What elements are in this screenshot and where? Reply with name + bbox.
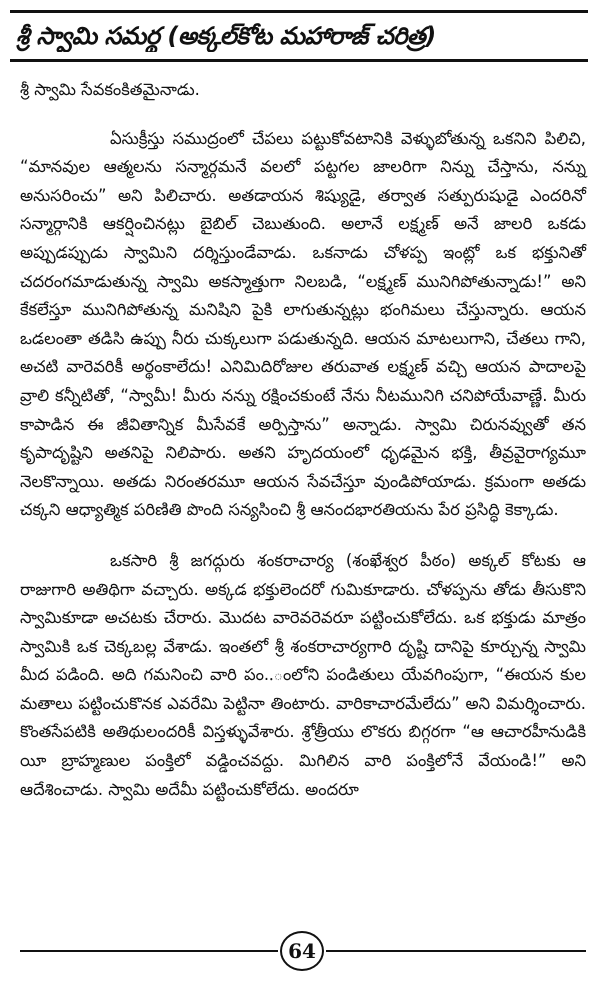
paragraph-lakshman-story: ఏసుక్రీస్తు సముద్రంలో చేపలు పట్టుకోవటానికి వెళ్ళుబోతున్న ఒకనిని పిలిచి, “మానవుల ఆత్మలను సన్మార్గమనే వలలో పట్టగల జాలరిగా నిన్ను చేస్తాను, నన్ను అనుసరించు” అని పిలిచారు. అతడాయన శిష్యుడై, తర్వాత సత్పురుషుడై ఎందరినో సన్మార్గానికి ఆకర్షించినట్లు బైబిల్ చెబుతుంది. అలానే లక్ష్మణ్ అనే జాలరి ఒకడు అప్పుడప్పుడు స్వామిని దర్శిస్తుండేవాడు. ఒకనాడు చోళప్ప ఇంట్లో ఒక భక్తునితో చదరంగమాడుతున్న స్వామి అకస్మాత్తుగా నిలబడి, “లక్ష్మణ్ మునిగిపోతున్నాడు!” అని కేకలేస్తూ మునిగిపోతున్న మనిషిని పైకి లాగుతున్నట్లు భంగిమలు చేస్తున్నారు. ఆయన ఒడలంతా తడిసి ఉప్పు నీరు చుక్కలుగా పడుతున్నది. ఆయన మాటలుగాని, చేతలు గాని, అచటి వారెవరికీ అర్థంకాలేదు! ఎనిమిదిరోజుల తరువాత లక్ష్మణ్ వచ్చి ఆయన పాదాలపై వ్రాలి కన్నీటితో, “స్వామీ! మీరు నన్ను రక్షించకుంటే నేను నీటమునిగి చనిపోయేవాణ్ణే. మీరు కాపాడిన ఈ జీవితాన్నిక మీసేవకే అర్పిస్తాను” అన్నాడు. స్వామి చిరునవ్వుతో తన కృపాదృష్టిని అతనిపై నిలిపారు. అతని హృదయంలో ధృఢమైన భక్తి, తీవ్రవైరాగ్యమూ నెలకొన్నాయి. అతడు నిరంతరమూ ఆయన సేవచేస్తూ వుండిపోయాడు. క్రమంగా అతడు చక్కని ఆధ్యాత్మిక పరిణితి పొంది సన్యసించి శ్రీ ఆనందభారతియను పేర ప్రసిద్ధి కెక్కాడు. [20,128,586,520]
running-header [10,8,588,64]
header-bottom-rule [10,59,588,62]
book-title: శ్రీ స్వామి సమర్థ (అక్కల్‌కోట మహారాజ్ చరిత్ర) [16,22,436,50]
page-number-badge [280,931,324,971]
paragraph-shankaracharya-visit: ఒకసారి శ్రీ జగద్గురు శంకరాచార్య (శంఖేశ్వర పీఠం) అక్కల్ కోటకు ఆ రాజుగారి అతిథిగా వచ్చారు. అక్కడ భక్తులెందరో గుమికూడారు. చోళప్పను తోడు తీసుకొని స్వామికూడా అచటకు చేరారు. మొదట వారెవరెవరూ పట్టించుకోలేదు. ఒక భక్తుడు మాత్రం స్వామికి ఒక చెక్కబల్ల వేశాడు. ఇంతలో శ్రీ శంకరాచార్యగారి దృష్టి దానిపై కూర్చున్న స్వామి మీద పడింది. అది గమనించి వారి పం..ంలోని పండితులు యేవగింపుగా, “ఈయన కుల మతాలు పట్టించుకొనక ఎవరేమి పెట్టినా తింటారు. వారికాచారమేలేదు” అని విమర్శించారు. కొంతసేపటికి అతిథులందరికీ విస్తళ్ళువేశారు. శ్రోత్రీయు లొకరు బిగ్గరగా “ఆ ఆచారహీనుడికి యీ బ్రాహ్మణుల పంక్తిలో వడ్డించవద్దు. మిగిలిన వారి పంక్తిలోనే వేయండి!” అని ఆదేశించాడు. స్వామి అదేమీ పట్టించుకోలేదు. అందరూ [20,550,586,799]
page-number: 64 [288,939,316,963]
page-body [20,76,586,804]
footer-rule-right [326,950,586,952]
footer-rule-left [20,950,278,952]
header-top-rule [10,10,588,13]
paragraph-continued: శ్రీ స్వామి సేవకంకితమైనాడు. [20,80,200,99]
